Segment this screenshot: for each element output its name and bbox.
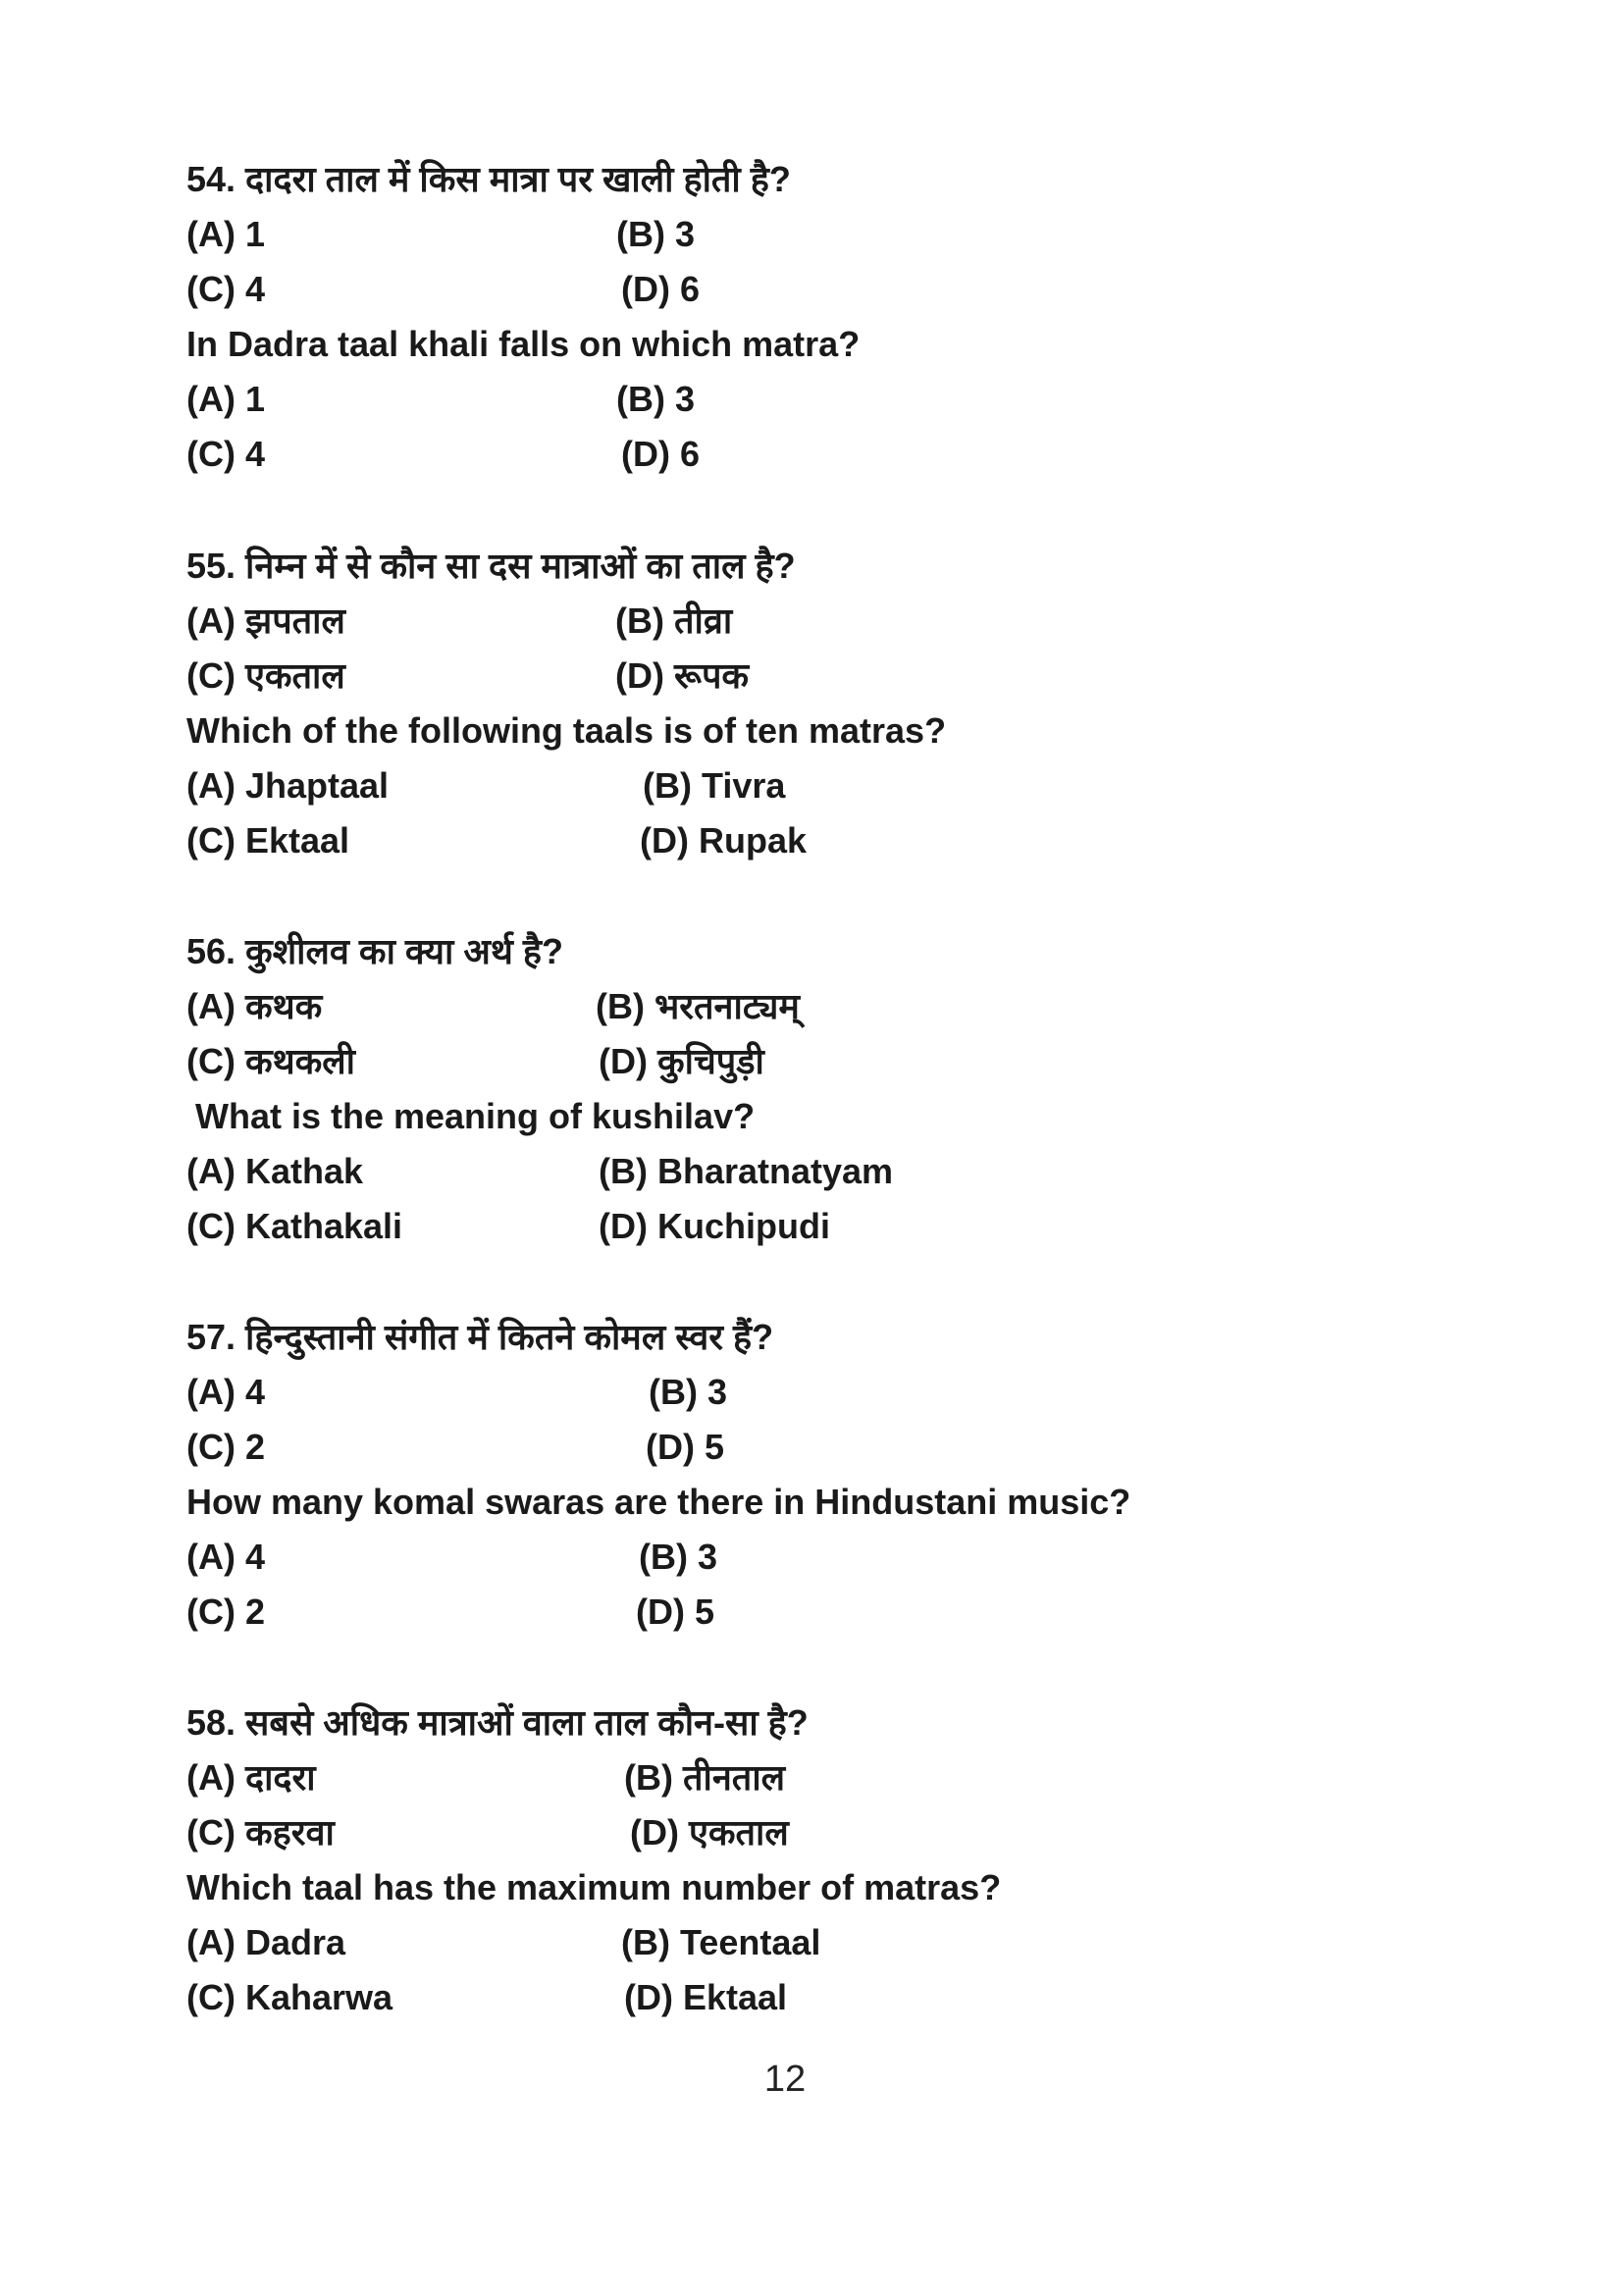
option-d-english: (D) Ektaal [624, 1977, 788, 2017]
option-d-english: (D) 6 [621, 434, 700, 474]
option-d-hindi: (D) रूपक [615, 655, 750, 696]
option-b-hindi: (B) 3 [616, 214, 695, 254]
option-a-english: (A) Kathak [186, 1151, 364, 1191]
option-b-hindi: (B) तीनताल [624, 1757, 786, 1798]
option-d-hindi: (D) 5 [646, 1427, 724, 1467]
question-hindi: 57. हिन्दुस्तानी संगीत में कितने कोमल स्वर हैं? [186, 1317, 774, 1357]
option-a-english: (A) Jhaptaal [186, 765, 390, 806]
option-b-english: (B) Bharatnatyam [599, 1151, 894, 1191]
question-hindi: 58. सबसे अधिक मात्राओं वाला ताल कौन-सा है? [186, 1702, 809, 1743]
question-hindi: 54. दादरा ताल में किस मात्रा पर खाली होती है? [186, 159, 791, 199]
option-d-english: (D) 5 [636, 1592, 714, 1632]
option-b-hindi: (B) भरतनाट्यम् [596, 986, 800, 1026]
option-c-english: (C) 2 [186, 1592, 265, 1632]
option-d-english: (D) Kuchipudi [599, 1206, 830, 1246]
question-english: In Dadra taal khali falls on which matra? [186, 324, 861, 364]
option-d-hindi: (D) एकताल [630, 1812, 789, 1852]
option-a-english: (A) 1 [186, 379, 265, 419]
option-c-english: (C) Kaharwa [186, 1977, 393, 2017]
question-english: Which of the following taals is of ten matras? [186, 710, 947, 751]
option-c-english: (C) Ektaal [186, 820, 350, 861]
question-55 [186, 539, 1462, 868]
option-a-hindi: (A) 1 [186, 214, 265, 254]
option-b-english: (B) Teentaal [621, 1922, 821, 1962]
option-b-english: (B) 3 [639, 1537, 717, 1577]
option-d-hindi: (D) कुचिपुड़ी [599, 1041, 764, 1081]
option-d-english: (D) Rupak [640, 820, 807, 861]
option-a-hindi: (A) झपताल [186, 600, 345, 641]
option-a-hindi: (A) दादरा [186, 1757, 316, 1798]
question-57 [186, 1310, 1462, 1640]
option-c-hindi: (C) 2 [186, 1427, 265, 1467]
question-hindi: 56. कुशीलव का क्या अर्थ है? [186, 931, 563, 971]
option-b-english: (B) Tivra [643, 765, 786, 806]
question-english: Which taal has the maximum number of matras? [186, 1867, 1002, 1907]
option-a-english: (A) Dadra [186, 1922, 346, 1962]
option-c-hindi: (C) 4 [186, 269, 265, 309]
option-c-english: (C) Kathakali [186, 1206, 403, 1246]
option-b-hindi: (B) तीव्रा [615, 600, 733, 641]
option-c-hindi: (C) कथकली [186, 1041, 356, 1081]
option-c-hindi: (C) एकताल [186, 655, 345, 696]
question-54 [186, 152, 1462, 482]
option-b-english: (B) 3 [616, 379, 695, 419]
question-english: How many komal swaras are there in Hindustani music? [186, 1482, 1131, 1522]
option-a-hindi: (A) 4 [186, 1372, 265, 1412]
option-c-english: (C) 4 [186, 434, 265, 474]
option-a-hindi: (A) कथक [186, 986, 323, 1026]
question-hindi: 55. निम्न में से कौन सा दस मात्राओं का ताल है? [186, 546, 796, 586]
question-58 [186, 1696, 1462, 2025]
option-b-hindi: (B) 3 [649, 1372, 727, 1412]
question-56 [186, 924, 1462, 1254]
option-d-hindi: (D) 6 [621, 269, 700, 309]
option-c-hindi: (C) कहरवा [186, 1812, 335, 1852]
option-a-english: (A) 4 [186, 1537, 265, 1577]
page-number: 12 [763, 2059, 807, 2100]
question-english: What is the meaning of kushilav? [195, 1096, 756, 1136]
